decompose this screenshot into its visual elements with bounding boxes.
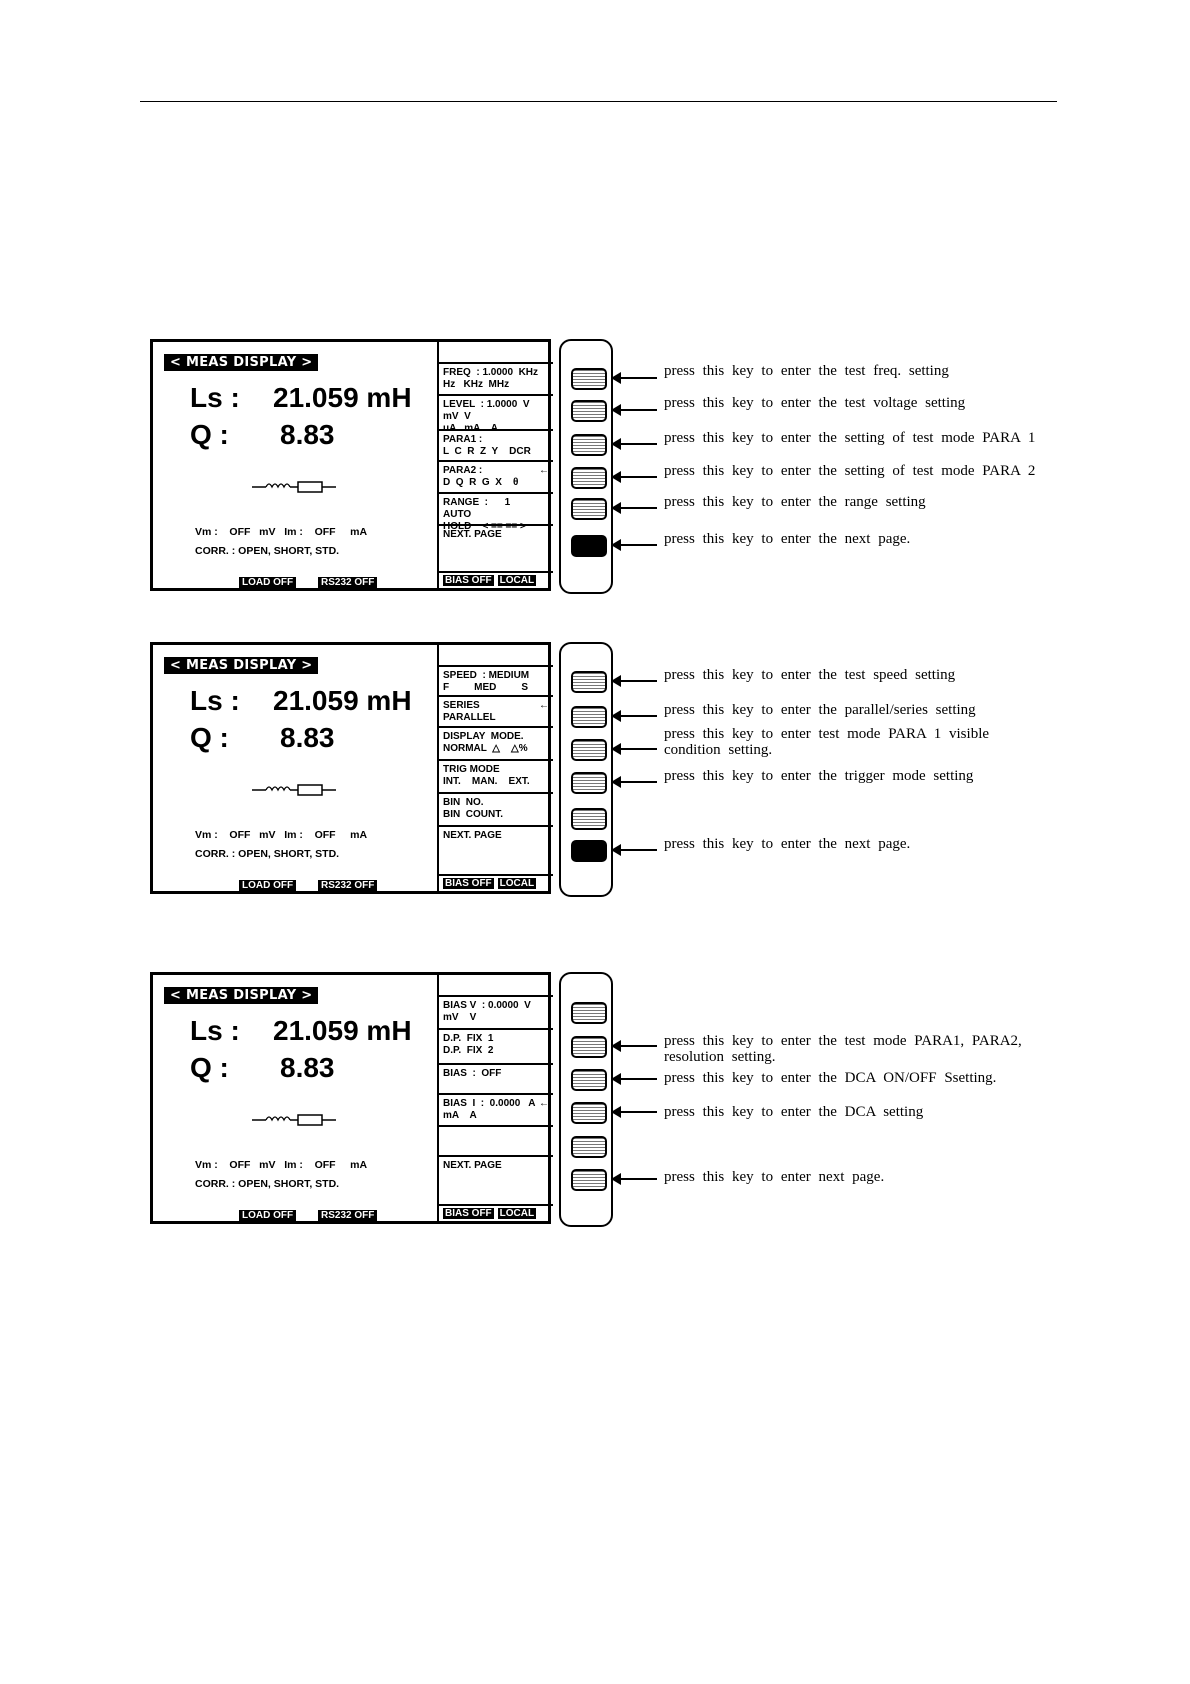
pointer-arrow-icon (612, 715, 657, 717)
menu-item-line2: L C R Z Y DCR (443, 446, 531, 457)
rs232-status-label: RS232 OFF (318, 577, 377, 588)
softkey-panel (559, 642, 613, 897)
rs232-status-badge (318, 577, 377, 588)
softkey-menu (437, 645, 553, 891)
pointer-arrow-icon (612, 377, 657, 379)
pointer-arrow-icon (612, 1178, 657, 1180)
bias-status-badge: BIAS OFF (445, 1208, 492, 1219)
key-description: press this key to enter the DCA setting (664, 1104, 924, 1120)
softkey-button[interactable] (571, 1002, 607, 1024)
screen-title: < MEAS DISPLAY > (164, 657, 318, 674)
softkey-button[interactable] (571, 706, 607, 728)
menu-item-line1: NEXT. PAGE (443, 830, 502, 841)
lcd-figure (150, 339, 1090, 599)
key-description: press this key to enter next page. (664, 1169, 885, 1185)
screen-title: < MEAS DISPLAY > (164, 987, 318, 1004)
menu-item[interactable] (439, 1093, 553, 1125)
menu-item-line2: mV V uA mA A (443, 411, 498, 434)
menu-item[interactable] (439, 665, 553, 695)
left-arrow-icon: ← (539, 700, 549, 711)
menu-item[interactable] (439, 759, 553, 792)
softkey-panel (559, 339, 613, 594)
key-description: press this key to enter the parallel/series setting (664, 702, 976, 718)
key-description: press this key to enter test mode PARA 1 visible condition setting. (664, 726, 990, 758)
menu-item[interactable] (439, 524, 553, 571)
menu-item[interactable] (439, 1125, 553, 1155)
menu-item-line1: NEXT. PAGE (443, 1160, 502, 1171)
status-line-corr: CORR. : OPEN, SHORT, STD. (195, 1178, 340, 1190)
local-status-badge: LOCAL (499, 575, 535, 586)
menu-item[interactable] (439, 726, 553, 759)
menu-item-line2: mV V (443, 1012, 477, 1023)
key-description: press this key to enter the setting of test mode PARA 1 (664, 430, 1036, 446)
menu-item-line2: BIN COUNT. (443, 809, 503, 820)
primary-label: Ls : (190, 685, 240, 716)
pointer-arrow-icon (612, 849, 657, 851)
load-status-badge (239, 577, 296, 588)
menu-item[interactable] (439, 460, 553, 492)
softkey-button[interactable] (571, 840, 607, 862)
primary-value: 21.059 mH (273, 382, 412, 413)
left-arrow-icon: ← (539, 1098, 549, 1109)
lcd-figure (150, 642, 1090, 902)
menu-item-line1: SPEED : MEDIUM (443, 670, 530, 681)
secondary-label: Q : (190, 419, 229, 450)
softkey-button[interactable] (571, 1169, 607, 1191)
softkey-button[interactable] (571, 1136, 607, 1158)
key-description: press this key to enter the test voltage setting (664, 395, 966, 411)
pointer-arrow-icon (612, 443, 657, 445)
lcd-screen (150, 642, 551, 894)
pointer-arrow-icon (612, 1111, 657, 1113)
key-description: press this key to enter the trigger mode setting (664, 768, 974, 784)
key-description: press this key to enter the setting of test mode PARA 2 (664, 463, 1036, 479)
pointer-arrow-icon (612, 1078, 657, 1080)
key-description: press this key to enter the test mode PARA1, PARA2, resolution setting. (664, 1033, 1022, 1065)
status-line-corr: CORR. : OPEN, SHORT, STD. (195, 848, 340, 860)
screen-title: < MEAS DISPLAY > (164, 354, 318, 371)
pointer-arrow-icon (612, 476, 657, 478)
menu-item-line1: BIAS V : 0.0000 V (443, 1000, 531, 1011)
key-description: press this key to enter the test speed setting (664, 667, 956, 683)
key-description: press this key to enter the next page. (664, 836, 911, 852)
softkey-button[interactable] (571, 368, 607, 390)
menu-item[interactable] (439, 792, 553, 825)
menu-item[interactable] (439, 1028, 553, 1063)
menu-footer (439, 874, 553, 891)
secondary-label: Q : (190, 1052, 229, 1083)
menu-item-line1: RANGE : 1 (443, 497, 511, 508)
rs232-status-badge (318, 1210, 377, 1221)
rs232-status-badge (318, 880, 377, 891)
local-status-badge: LOCAL (499, 1208, 535, 1219)
primary-label: Ls : (190, 382, 240, 413)
local-status-badge: LOCAL (499, 878, 535, 889)
primary-label: Ls : (190, 1015, 240, 1046)
softkey-button[interactable] (571, 498, 607, 520)
series-circuit-icon (252, 1110, 342, 1130)
key-description: press this key to enter the range setting (664, 494, 926, 510)
pointer-arrow-icon (612, 544, 657, 546)
menu-item-line1: LEVEL : 1.0000 V (443, 399, 530, 410)
rs232-status-label: RS232 OFF (318, 880, 377, 891)
softkey-button[interactable] (571, 739, 607, 761)
softkey-button[interactable] (571, 1069, 607, 1091)
menu-item-line1: PARA2 : (443, 465, 483, 476)
status-line-vm-im: Vm : OFF mV Im : OFF mA (195, 526, 368, 538)
menu-item[interactable] (439, 695, 553, 726)
softkey-button[interactable] (571, 671, 607, 693)
pointer-arrow-icon (612, 680, 657, 682)
key-description: press this key to enter the DCA ON/OFF Ssetting. (664, 1070, 997, 1086)
menu-item-line2: Hz KHz MHz (443, 379, 510, 390)
menu-item[interactable] (439, 1155, 553, 1204)
menu-item[interactable] (439, 394, 553, 434)
pointer-arrow-icon (612, 781, 657, 783)
menu-item-line1: SERIES (443, 700, 480, 711)
secondary-label: Q : (190, 722, 229, 753)
menu-item[interactable] (439, 362, 553, 394)
menu-item-line2: F MED S (443, 682, 529, 693)
menu-item-line1: FREQ : 1.0000 KHz (443, 367, 539, 378)
pointer-arrow-icon (612, 507, 657, 509)
menu-item[interactable] (439, 1063, 553, 1093)
load-status-label: LOAD OFF (239, 1210, 296, 1221)
menu-item-line1: DISPLAY MODE. (443, 731, 524, 742)
lcd-screen (150, 339, 551, 591)
primary-value: 21.059 mH (273, 1015, 412, 1046)
menu-item-line1: D.P. FIX 1 (443, 1033, 494, 1044)
lcd-figure (150, 972, 1090, 1232)
bias-status-badge: BIAS OFF (445, 878, 492, 889)
softkey-menu (437, 342, 553, 588)
pointer-arrow-icon (612, 409, 657, 411)
softkey-button[interactable] (571, 1036, 607, 1058)
menu-item[interactable] (439, 825, 553, 874)
series-circuit-icon (252, 477, 342, 497)
menu-item-line2: D.P. FIX 2 (443, 1045, 494, 1056)
menu-item[interactable] (439, 995, 553, 1028)
lcd-screen (150, 972, 551, 1224)
menu-item[interactable] (439, 429, 553, 460)
pointer-arrow-icon (612, 748, 657, 750)
key-description: press this key to enter the next page. (664, 531, 911, 547)
status-line-vm-im: Vm : OFF mV Im : OFF mA (195, 829, 368, 841)
softkey-menu (437, 975, 553, 1221)
pointer-arrow-icon (612, 1045, 657, 1047)
softkey-button[interactable] (571, 400, 607, 422)
softkey-button[interactable] (571, 535, 607, 557)
softkey-button[interactable] (571, 434, 607, 456)
rs232-status-label: RS232 OFF (318, 1210, 377, 1221)
menu-item-line2: PARALLEL (443, 712, 496, 723)
status-line-vm-im: Vm : OFF mV Im : OFF mA (195, 1159, 368, 1171)
menu-item-line1: TRIG MODE (443, 764, 500, 775)
softkey-button[interactable] (571, 1102, 607, 1124)
menu-item-line2: INT. MAN. EXT. (443, 776, 530, 787)
load-status-badge (239, 880, 296, 891)
menu-footer (439, 571, 553, 588)
menu-item-line2: mA A (443, 1110, 477, 1121)
menu-item-line2: D Q R G X θ (443, 477, 519, 488)
softkey-button[interactable] (571, 772, 607, 794)
softkey-panel (559, 972, 613, 1227)
softkey-button[interactable] (571, 808, 607, 830)
menu-item-line1: BIAS I : 0.0000 A (443, 1098, 536, 1109)
menu-item-line1: BIAS : OFF (443, 1068, 502, 1079)
menu-item-line1: BIN NO. (443, 797, 484, 808)
status-line-corr: CORR. : OPEN, SHORT, STD. (195, 545, 340, 557)
secondary-value: 8.83 (280, 1052, 335, 1083)
menu-item[interactable] (439, 492, 553, 532)
menu-footer (439, 1204, 553, 1221)
menu-item-line1: NEXT. PAGE (443, 529, 502, 540)
primary-value: 21.059 mH (273, 685, 412, 716)
menu-item-line1: PARA1 : (443, 434, 483, 445)
secondary-value: 8.83 (280, 722, 335, 753)
load-status-badge (239, 1210, 296, 1221)
secondary-value: 8.83 (280, 419, 335, 450)
menu-item-line2: NORMAL △ △% (443, 743, 528, 754)
menu-item-line2: AUTO HOLD < == == > (443, 509, 526, 532)
series-circuit-icon (252, 780, 342, 800)
softkey-button[interactable] (571, 467, 607, 489)
left-arrow-icon: ← (539, 465, 549, 476)
header-rule (140, 101, 1057, 102)
bias-status-badge: BIAS OFF (445, 575, 492, 586)
load-status-label: LOAD OFF (239, 577, 296, 588)
key-description: press this key to enter the test freq. setting (664, 363, 949, 379)
load-status-label: LOAD OFF (239, 880, 296, 891)
